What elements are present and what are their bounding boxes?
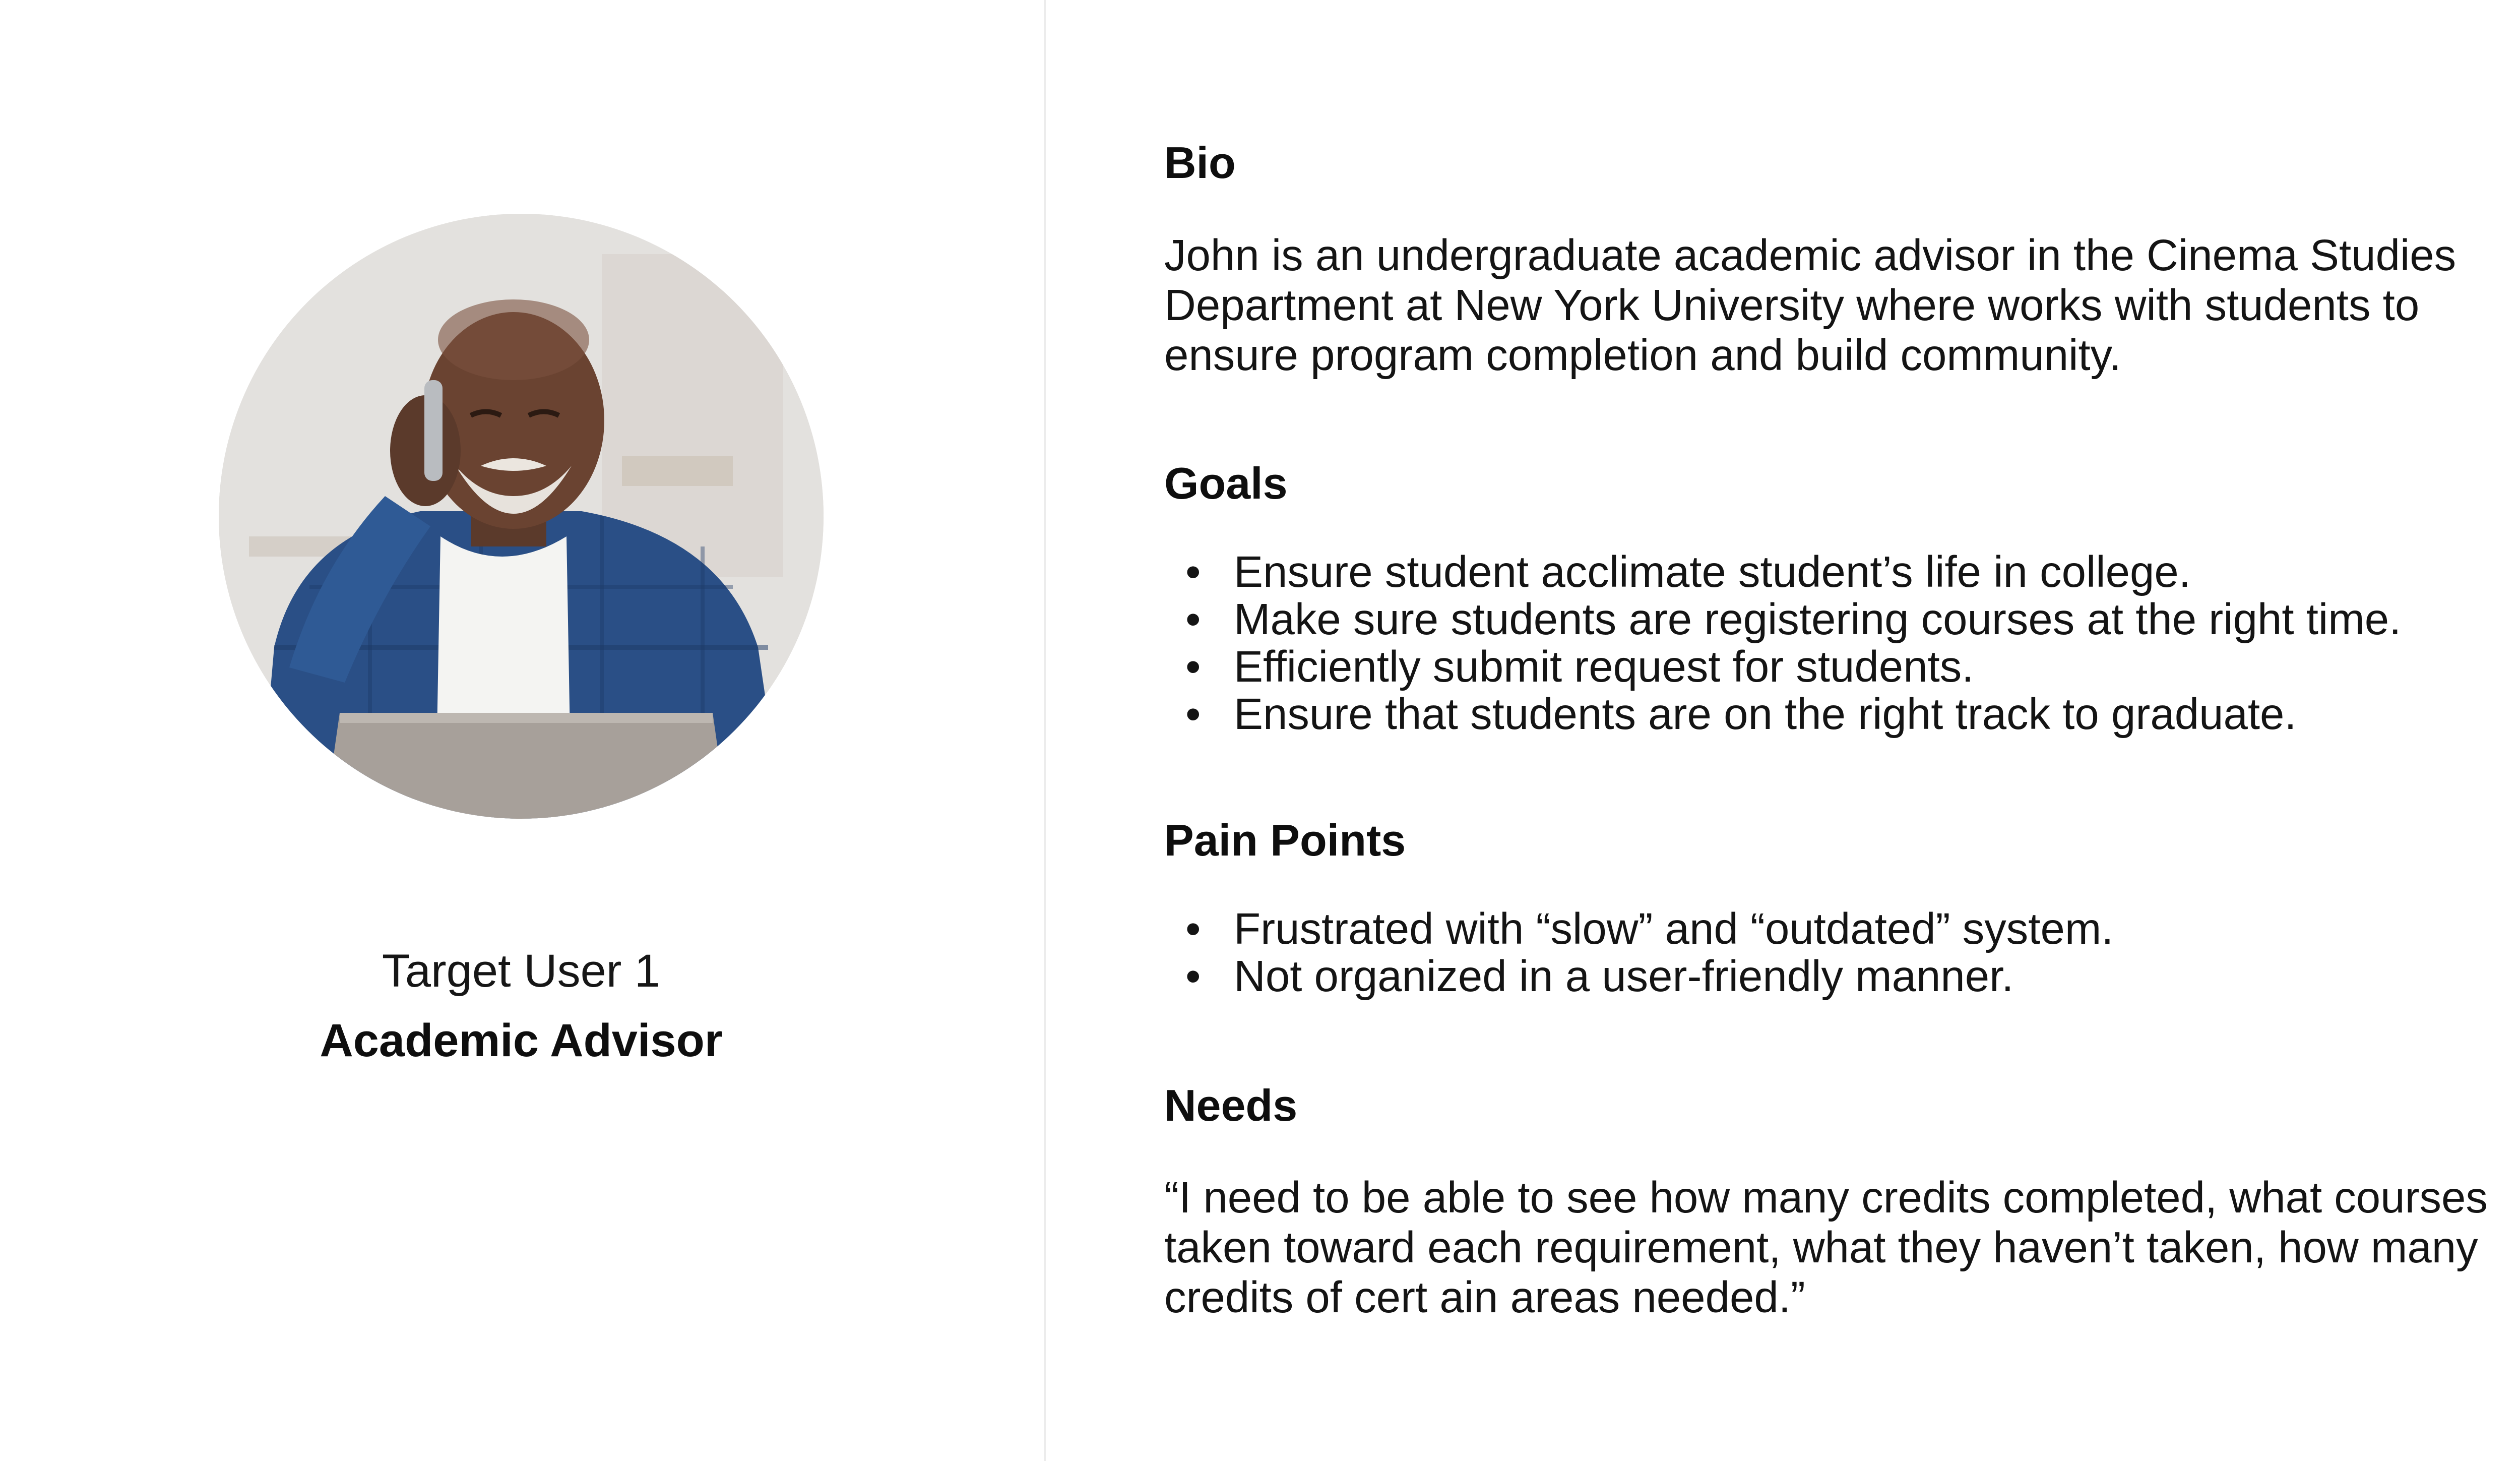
person-on-phone-icon — [219, 214, 824, 819]
bio-text: John is an undergraduate academic advisor in the Cinema Studies Department at New York University where works with students to ensure program completion and build community. — [1164, 231, 2456, 380]
pain-points-list — [1164, 905, 2113, 1000]
needs-quote: “I need to be able to see how many credits completed, what courses taken toward each requirement, what they haven’t taken, how many credits of cert ain areas needed.” — [1164, 1173, 2488, 1322]
needs-heading: Needs — [1164, 1080, 1298, 1130]
goals-heading: Goals — [1164, 458, 1288, 508]
persona-photo — [219, 214, 824, 819]
bio-heading: Bio — [1164, 138, 1236, 188]
pain-points-heading: Pain Points — [1164, 815, 1406, 865]
persona-role: Academic Advisor — [320, 1015, 723, 1066]
goals-item: • Ensure that students are on the right track to graduate. — [1164, 691, 2401, 738]
goals-item: • Ensure student acclimate student’s life in college. — [1164, 549, 2401, 596]
pain-points-item: • Frustrated with “slow” and “outdated” system. — [1164, 905, 2113, 953]
persona-label: Target User 1 — [382, 945, 661, 997]
column-divider — [1044, 0, 1046, 1461]
pain-points-item: • Not organized in a user-friendly manner. — [1164, 953, 2113, 1000]
goals-list — [1164, 549, 2401, 738]
goals-item: • Efficiently submit request for students. — [1164, 643, 2401, 691]
goals-item: • Make sure students are registering courses at the right time. — [1164, 596, 2401, 643]
